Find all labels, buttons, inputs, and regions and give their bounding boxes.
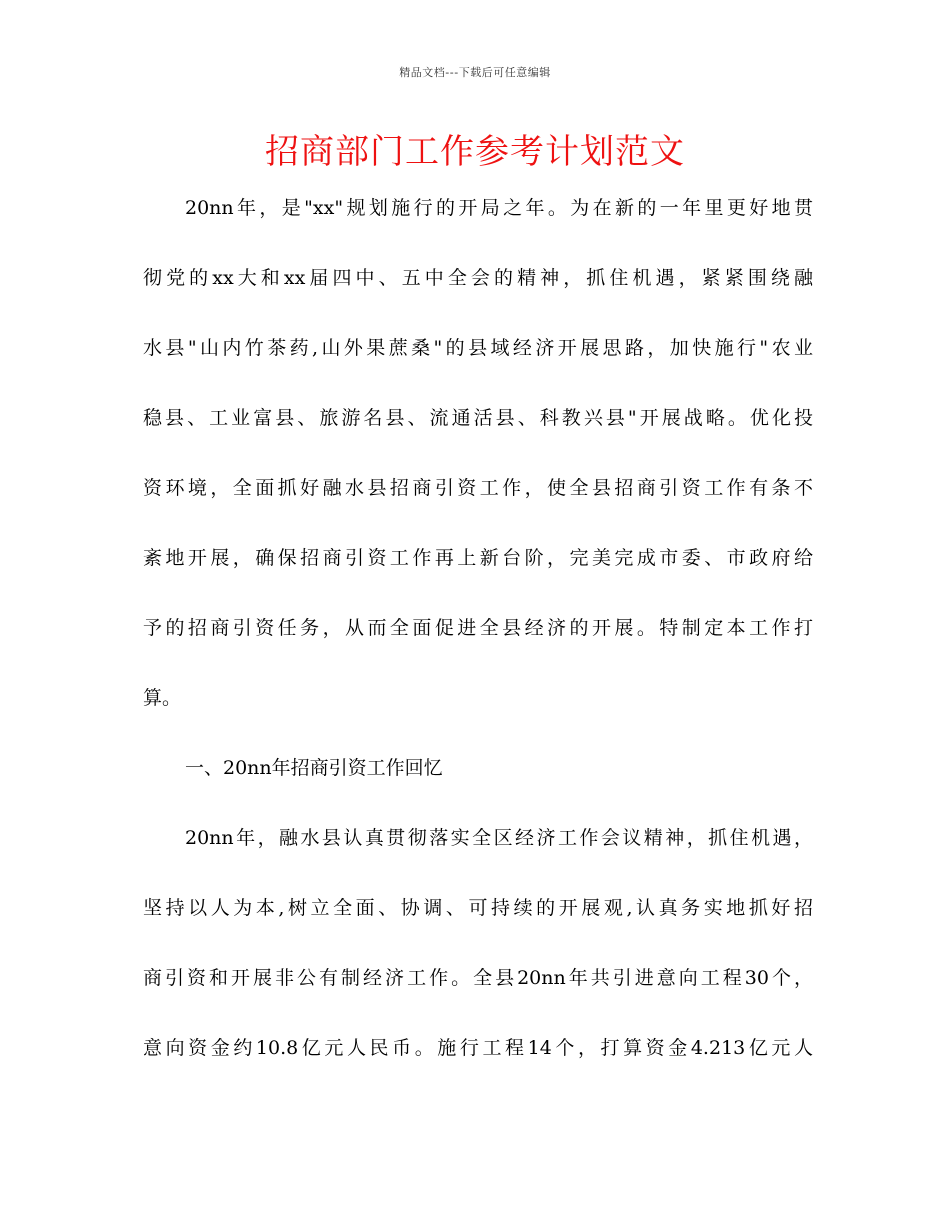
paragraph-line: 20nn年，是"xx"规划施行的开局之年。为在新的一年里更好地贯 <box>185 197 813 219</box>
paragraph-line: 商引资和开展非公有制经济工作。全县20nn年共引进意向工程30个， <box>143 967 813 989</box>
page-header: 精品文档---下载后可任意编辑 <box>399 66 551 79</box>
paragraph-line: 算。 <box>143 687 182 709</box>
paragraph-line: 彻党的xx大和xx届四中、五中全会的精神，抓住机遇，紧紧围绕融 <box>143 267 813 289</box>
paragraph-line: 水县"山内竹茶药,山外果蔗桑"的县域经济开展思路，加快施行"农业 <box>143 337 813 359</box>
paragraph-line: 20nn年，融水县认真贯彻落实全区经济工作会议精神，抓住机遇， <box>185 827 813 849</box>
document-title: 招商部门工作参考计划范文 <box>265 132 685 172</box>
paragraph-line: 坚持以人为本,树立全面、协调、可持续的开展观,认真务实地抓好招 <box>143 897 813 919</box>
paragraph-line: 紊地开展，确保招商引资工作再上新台阶，完美完成市委、市政府给 <box>143 547 813 569</box>
paragraph-line: 资环境，全面抓好融水县招商引资工作，使全县招商引资工作有条不 <box>143 477 813 499</box>
paragraph-line: 稳县、工业富县、旅游名县、流通活县、科教兴县"开展战略。优化投 <box>143 407 813 429</box>
section-heading: 一、20nn年招商引资工作回忆 <box>185 757 443 779</box>
paragraph-line: 意向资金约10.8亿元人民币。施行工程14个，打算资金4.213亿元人 <box>143 1037 813 1059</box>
paragraph-line: 予的招商引资任务，从而全面促进全县经济的开展。特制定本工作打 <box>143 617 813 639</box>
